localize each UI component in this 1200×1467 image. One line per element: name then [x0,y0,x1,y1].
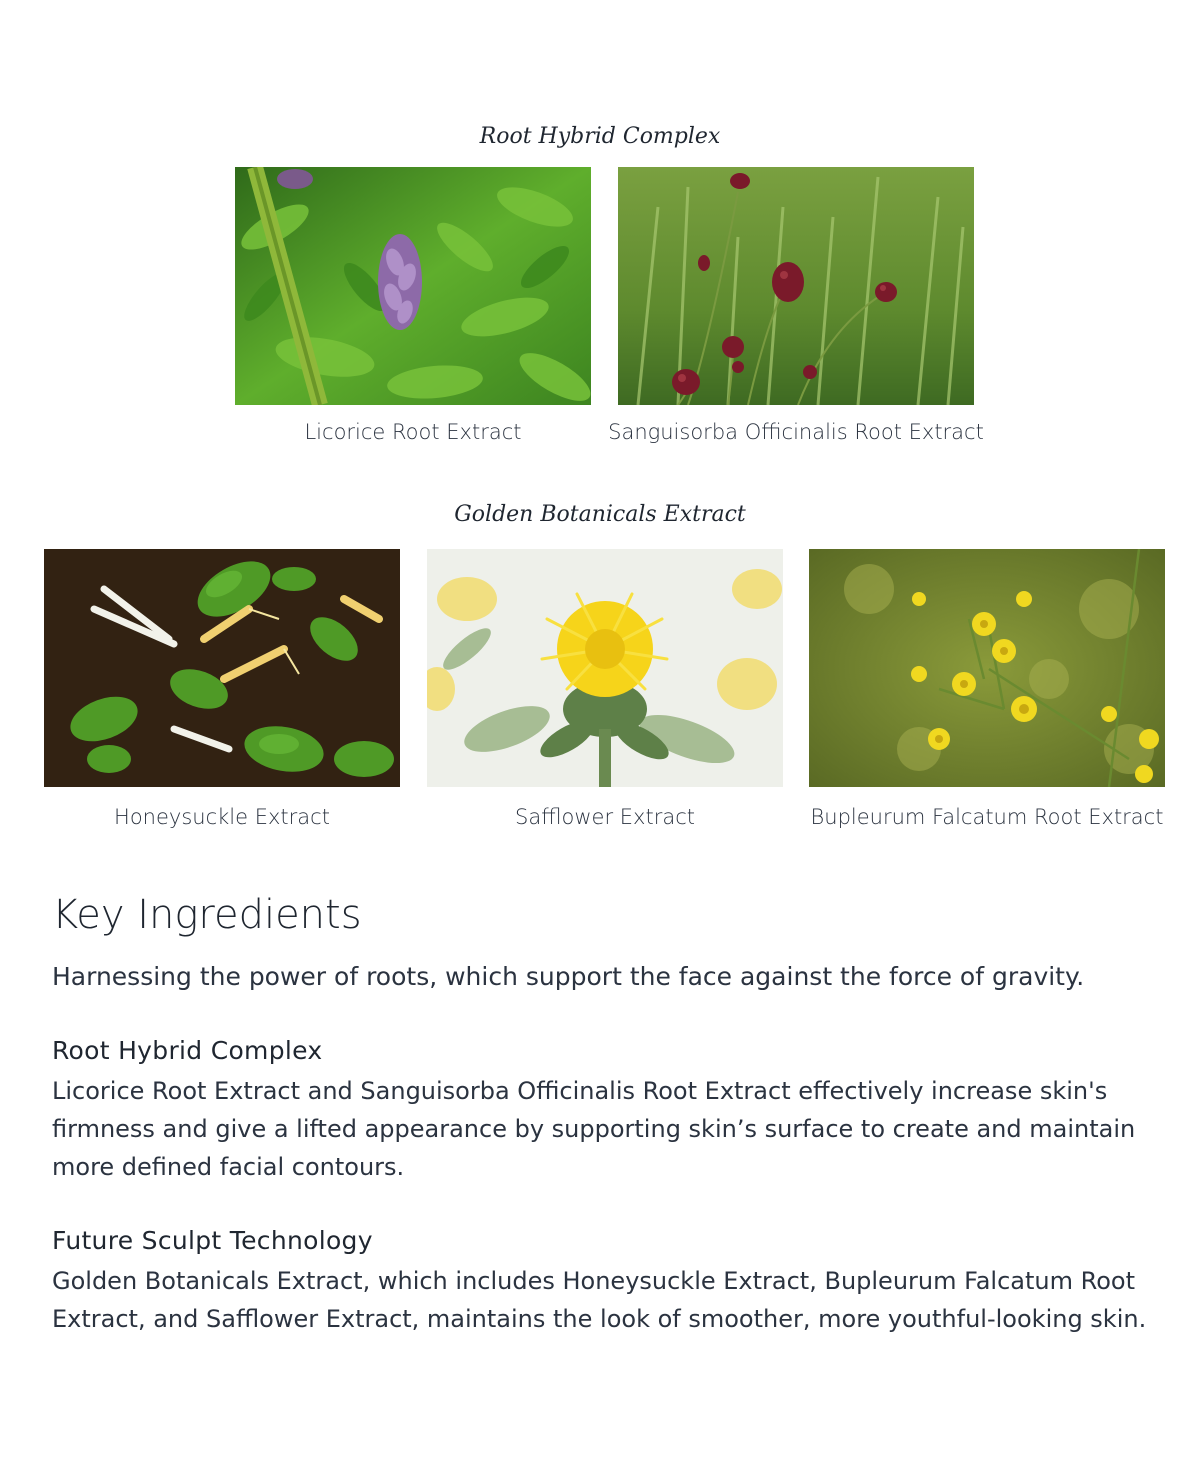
section-text-root-hybrid: Licorice Root Extract and Sanguisorba Officinalis Root Extract effectively increase skin's firmness and give a lifted appearance by supporting skin’s surface to create and maintain more defined facial contours. [52,1077,1136,1181]
caption-bupleurum: Bupleurum Falcatum Root Extract [810,805,1164,829]
caption-sanguisorba: Sanguisorba Officinalis Root Extract [608,420,984,444]
licorice-photo [235,167,591,405]
caption-honeysuckle: Honeysuckle Extract [114,805,330,829]
sanguisorba-photo [618,167,974,405]
group-title-golden-botanicals: Golden Botanicals Extract [454,502,746,527]
key-ingredients-intro: Harnessing the power of roots, which support the face against the force of gravity. [52,962,1085,991]
caption-safflower: Safflower Extract [515,805,695,829]
key-ingredients-heading: Key Ingredients [52,892,362,938]
section-title-root-hybrid: Root Hybrid Complex [52,1036,323,1065]
group-title-root-hybrid: Root Hybrid Complex [479,124,721,149]
safflower-photo [427,549,783,787]
section-title-future-sculpt: Future Sculpt Technology [52,1226,373,1255]
caption-licorice: Licorice Root Extract [304,420,522,444]
honeysuckle-photo [44,549,400,787]
bupleurum-photo [809,549,1165,787]
section-text-future-sculpt: Golden Botanicals Extract, which includes Honeysuckle Extract, Bupleurum Falcatum Root Extract, and Safflower Extract, maintains the look of smoother, more youthful-looking skin. [52,1267,1147,1333]
